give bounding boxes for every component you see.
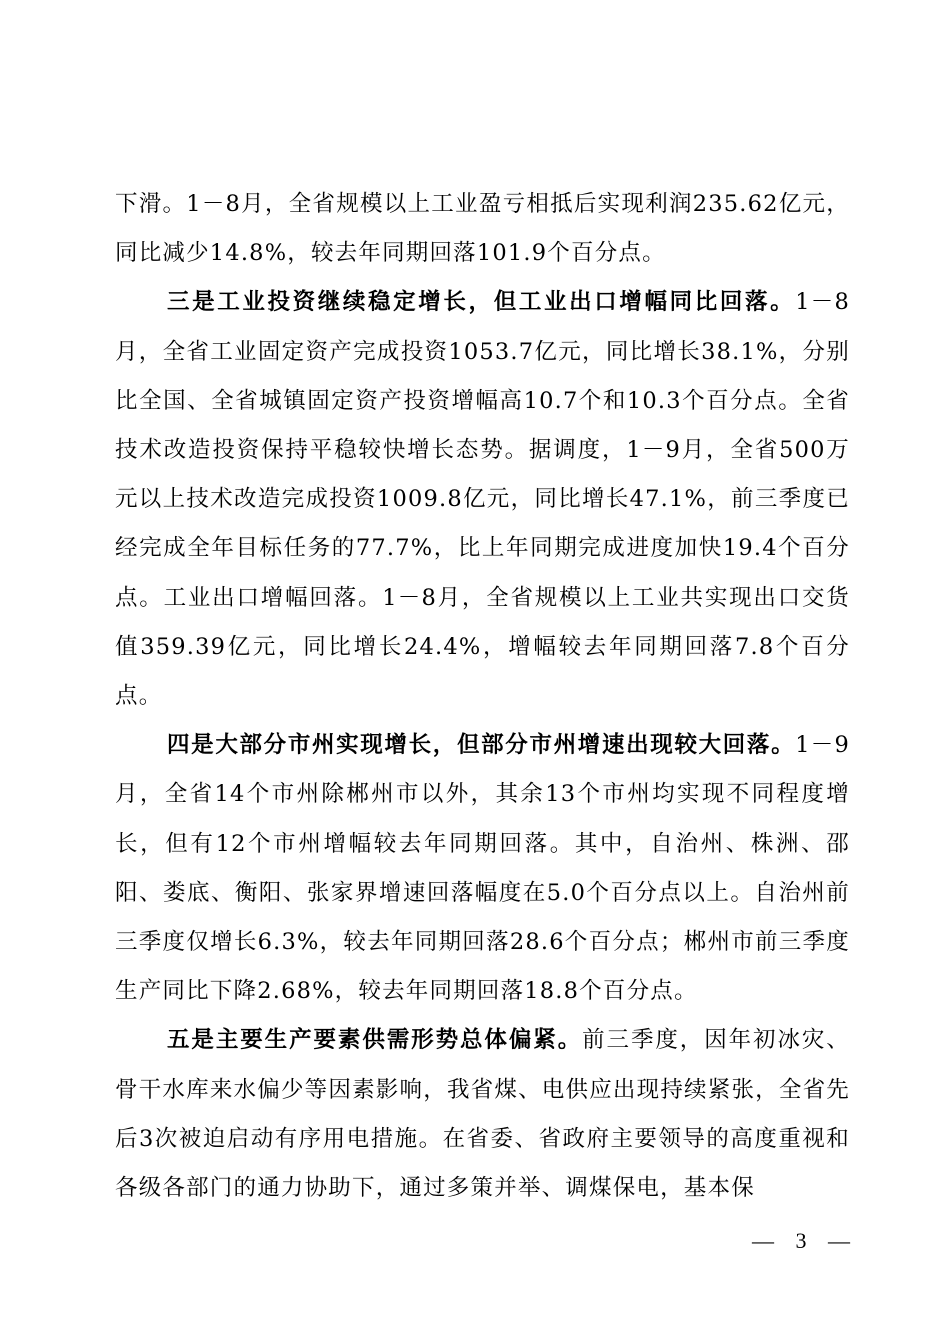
- paragraph-heading: 五是主要生产要素供需形势总体偏紧。: [167, 1027, 583, 1054]
- paragraph-body: 下滑。1－8月，全省规模以上工业盈亏相抵后实现利润235.62亿元，同比减少14.8%，较去年同期回落101.9个百分点。: [115, 191, 850, 267]
- paragraph-body: 1－8月，全省工业固定资产完成投资1053.7亿元，同比增长38.1%，分别比全国、全省城镇固定资产投资增幅高10.7个和10.3个百分点。全省技术改造投资保持平稳较快增长态势。据调度，1－9月，全省500万元以上技术改造完成投资1009.8亿元，同比增长47.1%，前三季度已经完成全年目标任务的77.7%，比上年同期完成进度加快19.4个百分点。工业出口增幅回落。1－8月，全省规模以上工业共实现出口交货值359.39亿元，同比增长24.4%，增幅较去年同期回落7.8个百分点。: [115, 289, 850, 710]
- paragraph-heading: 四是大部分市州实现增长，但部分市州增速出现较大回落。: [167, 732, 796, 759]
- paragraph-heading: 三是工业投资继续稳定增长，但工业出口增幅同比回落。: [167, 289, 796, 316]
- paragraph-supply: [115, 1016, 850, 1213]
- document-body: [115, 180, 850, 1213]
- paragraph-cities: [115, 721, 850, 1016]
- page-number: — 3 —: [752, 1228, 858, 1253]
- paragraph-profit: [115, 180, 850, 278]
- paragraph-body: 1－9月，全省14个市州除郴州市以外，其余13个市州均实现不同程度增长，但有12个市州增幅较去年同期回落。其中，自治州、株洲、邵阳、娄底、衡阳、张家界增速回落幅度在5.0个百分点以上。自治州前三季度仅增长6.3%，较去年同期回落28.6个百分点；郴州市前三季度生产同比下降2.68%，较去年同期回落18.8个百分点。: [115, 732, 850, 1005]
- paragraph-body: 前三季度，因年初冰灾、骨干水库来水偏少等因素影响，我省煤、电供应出现持续紧张，全省先后3次被迫启动有序用电措施。在省委、省政府主要领导的高度重视和各级各部门的通力协助下，通过多策并举、调煤保电，基本保: [115, 1027, 851, 1202]
- paragraph-investment: [115, 278, 850, 721]
